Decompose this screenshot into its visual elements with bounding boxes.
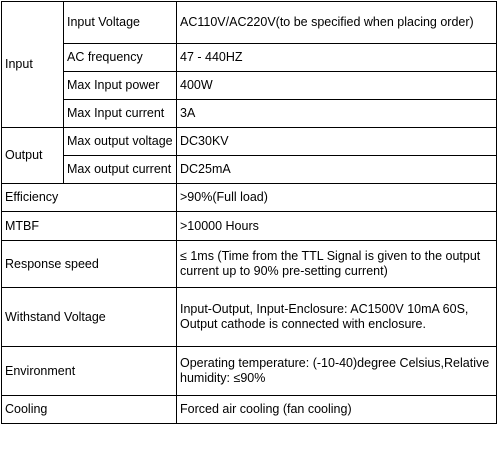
table-row bbox=[2, 72, 497, 100]
response-speed-value: ≤ 1ms (Time from the TTL Signal is given to the output current up to 90% pre-setting current) bbox=[177, 241, 497, 288]
efficiency-value: >90%(Full load) bbox=[177, 184, 497, 212]
param-label: AC frequency bbox=[64, 44, 177, 72]
table-row bbox=[2, 100, 497, 128]
table-row bbox=[2, 156, 497, 184]
param-label: Max Input power bbox=[64, 72, 177, 100]
param-label: Max Input current bbox=[64, 100, 177, 128]
table-row bbox=[2, 2, 497, 44]
param-value: AC110V/AC220V(to be specified when placing order) bbox=[177, 2, 497, 44]
table-row bbox=[2, 128, 497, 156]
environment-label: Environment bbox=[2, 347, 177, 396]
table-row bbox=[2, 347, 497, 396]
cooling-label: Cooling bbox=[2, 396, 177, 424]
table-row bbox=[2, 184, 497, 212]
mtbf-value: >10000 Hours bbox=[177, 212, 497, 241]
table-row bbox=[2, 288, 497, 347]
withstand-voltage-label: Withstand Voltage bbox=[2, 288, 177, 347]
spec-table bbox=[1, 1, 497, 424]
section-label-input: Input bbox=[2, 2, 64, 128]
param-value: 3A bbox=[177, 100, 497, 128]
mtbf-label: MTBF bbox=[2, 212, 177, 241]
table-row bbox=[2, 212, 497, 241]
table-row bbox=[2, 396, 497, 424]
param-value: DC30KV bbox=[177, 128, 497, 156]
cooling-value: Forced air cooling (fan cooling) bbox=[177, 396, 497, 424]
param-value: 47 - 440HZ bbox=[177, 44, 497, 72]
environment-value: Operating temperature: (-10-40)degree Celsius,Relative humidity: ≤90% bbox=[177, 347, 497, 396]
param-label: Max output current bbox=[64, 156, 177, 184]
withstand-voltage-value: Input-Output, Input-Enclosure: AC1500V 10mA 60S, Output cathode is connected with enclosure. bbox=[177, 288, 497, 347]
table-row bbox=[2, 241, 497, 288]
table-row bbox=[2, 44, 497, 72]
efficiency-label: Efficiency bbox=[2, 184, 177, 212]
param-value: DC25mA bbox=[177, 156, 497, 184]
param-label: Max output voltage bbox=[64, 128, 177, 156]
param-value: 400W bbox=[177, 72, 497, 100]
param-label: Input Voltage bbox=[64, 2, 177, 44]
response-speed-label: Response speed bbox=[2, 241, 177, 288]
section-label-output: Output bbox=[2, 128, 64, 184]
